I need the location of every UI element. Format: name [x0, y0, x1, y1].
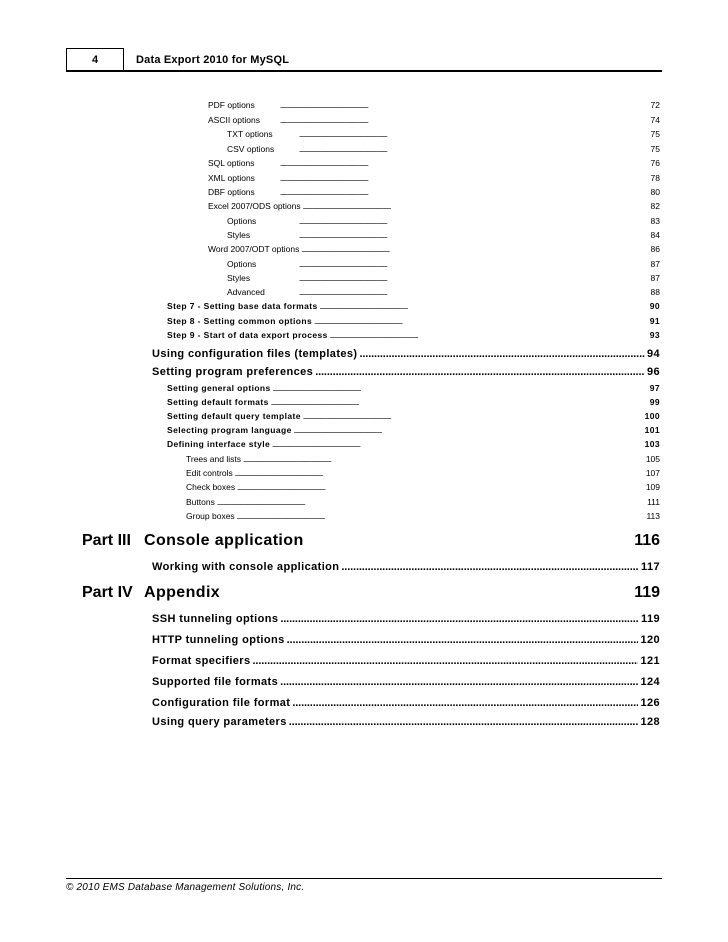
leader-dots	[243, 455, 644, 467]
toc-entry-title: Edit controls	[186, 468, 233, 478]
part-label: Part III	[82, 532, 131, 549]
leader-dots	[289, 714, 639, 730]
toc-entry[interactable]	[208, 243, 660, 255]
toc-entry-page: 100	[644, 411, 660, 421]
toc-entry-page: 75	[650, 144, 660, 154]
toc-entry[interactable]	[167, 396, 660, 408]
toc-entry-page: 76	[650, 158, 660, 168]
toc-entry-page: 87	[650, 259, 660, 269]
toc-entry-title: Word 2007/ODT options	[208, 244, 300, 254]
toc-entry-title: Excel 2007/ODS options	[208, 201, 301, 211]
toc-entry-title: Check boxes	[186, 482, 236, 492]
leader-dots	[299, 231, 649, 243]
leader-dots	[299, 130, 649, 142]
toc-entry-page: 94	[646, 348, 660, 360]
leader-dots	[237, 512, 645, 524]
toc-entry[interactable]	[227, 143, 660, 155]
toc-entry[interactable]	[227, 215, 660, 227]
toc-entry[interactable]	[186, 481, 660, 493]
leader-dots	[280, 188, 649, 200]
leader-dots	[217, 498, 645, 510]
toc-entry-page: 107	[645, 468, 660, 478]
leader-dots	[303, 202, 649, 214]
leader-dots	[303, 412, 643, 424]
part-label: Part IV	[82, 584, 133, 601]
leader-dots	[341, 559, 639, 575]
toc-entry-title: HTTP tunneling options	[152, 634, 285, 646]
leader-dots	[280, 611, 639, 627]
toc-entry-page: 117	[641, 561, 660, 573]
toc-entry-title: ASCII options	[208, 115, 260, 125]
part-page: 119	[634, 584, 660, 601]
toc-entry-page: 83	[650, 216, 660, 226]
toc-entry[interactable]	[208, 157, 660, 169]
toc-entry-title: Buttons	[186, 497, 215, 507]
toc-entry-page: 113	[646, 511, 660, 521]
toc-entry[interactable]	[152, 346, 660, 362]
toc-entry[interactable]	[152, 364, 660, 380]
toc-entry[interactable]	[186, 467, 660, 479]
toc-entry-title: Selecting program language	[167, 425, 292, 435]
toc-entry-title: Step 9 - Start of data export process	[167, 330, 328, 340]
toc-entry-page: 96	[646, 366, 660, 378]
leader-dots	[235, 469, 644, 481]
toc-entry-page: 105	[645, 454, 660, 464]
toc-entry[interactable]	[208, 99, 660, 111]
toc-entry[interactable]	[152, 714, 660, 730]
leader-dots	[299, 260, 649, 272]
toc-entry-page: 103	[644, 439, 660, 449]
toc-entry-page: 99	[649, 397, 660, 407]
toc-entry[interactable]	[167, 315, 660, 327]
toc-entry-page: 128	[640, 716, 660, 728]
toc-entry-title: Supported file formats	[152, 676, 279, 688]
toc-entry-title: Group boxes	[186, 511, 235, 521]
leader-dots	[292, 695, 638, 711]
toc-entry[interactable]	[167, 300, 660, 312]
toc-entry-page: 91	[649, 316, 660, 326]
toc-entry-page: 84	[650, 230, 660, 240]
toc-entry-page: 74	[650, 115, 660, 125]
toc-entry-title: SSH tunneling options	[152, 613, 279, 625]
toc-entry[interactable]	[208, 186, 660, 198]
toc-entry[interactable]	[208, 114, 660, 126]
toc-entry[interactable]	[167, 329, 660, 341]
document-title: Data Export 2010 for MySQL	[136, 54, 290, 66]
toc-entry-page: 97	[649, 383, 660, 393]
toc-entry-title: XML options	[208, 173, 255, 183]
leader-dots	[287, 632, 639, 648]
toc-entry[interactable]	[227, 286, 660, 298]
toc-entry-title: DBF options	[208, 187, 255, 197]
toc-entry[interactable]	[167, 382, 660, 394]
leader-dots	[301, 245, 648, 257]
toc-entry-title: Trees and lists	[186, 454, 241, 464]
leader-dots	[272, 440, 642, 452]
toc-entry[interactable]	[167, 424, 660, 436]
leader-dots	[299, 145, 649, 157]
toc-entry-title: Setting default query template	[167, 411, 301, 421]
toc-entry-page: 124	[640, 676, 660, 688]
toc-entry-page: 86	[650, 244, 660, 254]
toc-entry-page: 120	[640, 634, 660, 646]
toc-entry-title: Step 7 - Setting base data formats	[167, 301, 318, 311]
toc-entry-title: Configuration file format	[152, 697, 291, 709]
leader-dots	[294, 426, 643, 438]
leader-dots	[273, 384, 648, 396]
part-title: Console application	[144, 532, 304, 549]
toc-entry-page: 87	[650, 273, 660, 283]
part-heading[interactable]	[82, 530, 660, 552]
toc-entry-title: Using query parameters	[152, 716, 287, 728]
toc-entry-title: Step 8 - Setting common options	[167, 316, 313, 326]
leader-dots	[299, 288, 649, 300]
toc-entry-title: Advanced	[227, 287, 265, 297]
leader-dots	[299, 217, 649, 229]
toc-entry[interactable]	[152, 632, 660, 648]
leader-dots	[271, 398, 648, 410]
toc-entry[interactable]	[208, 200, 660, 212]
copyright-footer: © 2010 EMS Database Management Solutions, Inc.	[66, 882, 305, 893]
footer-rule	[66, 878, 662, 879]
leader-dots	[280, 116, 649, 128]
leader-dots	[299, 274, 649, 286]
toc-entry-title: Setting general options	[167, 383, 271, 393]
toc-entry-title: Working with console application	[152, 561, 340, 573]
leader-dots	[280, 101, 649, 113]
leader-dots	[280, 174, 649, 186]
leader-dots	[320, 302, 648, 314]
toc-entry[interactable]	[227, 128, 660, 140]
toc-entry-page: 121	[640, 655, 660, 667]
toc-entry[interactable]	[152, 653, 660, 669]
toc-entry-page: 78	[650, 173, 660, 183]
leader-dots	[330, 331, 648, 343]
leader-dots	[359, 346, 644, 362]
toc-entry-title: Setting program preferences	[152, 366, 314, 378]
part-title: Appendix	[144, 584, 221, 601]
part-page: 116	[634, 532, 660, 549]
toc-entry[interactable]	[227, 272, 660, 284]
toc-entry-page: 90	[649, 301, 660, 311]
leader-dots	[237, 483, 644, 495]
toc-entry-title: Defining interface style	[167, 439, 271, 449]
toc-entry[interactable]	[186, 453, 660, 465]
toc-entry[interactable]	[152, 611, 660, 627]
toc-entry-title: Styles	[227, 273, 251, 283]
toc-entry[interactable]	[227, 229, 660, 241]
toc-entry-title: Setting default formats	[167, 397, 269, 407]
toc-entry[interactable]	[152, 695, 660, 711]
toc-entry-page: 119	[641, 613, 660, 625]
toc-entry-page: 111	[647, 497, 660, 507]
leader-dots	[253, 653, 639, 669]
toc-entry-page: 126	[640, 697, 660, 709]
toc-entry-page: 82	[650, 201, 660, 211]
toc-entry-page: 93	[649, 330, 660, 340]
toc-entry[interactable]	[167, 438, 660, 450]
toc-entry-page: 80	[650, 187, 660, 197]
toc-entry-title: PDF options	[208, 100, 255, 110]
toc-entry[interactable]	[227, 258, 660, 270]
toc-entry[interactable]	[186, 496, 660, 508]
toc-entry[interactable]	[152, 559, 660, 575]
toc-entry-page: 88	[650, 287, 660, 297]
toc-entry-page: 101	[644, 425, 660, 435]
toc-entry-page: 75	[650, 129, 660, 139]
toc-entry-title: CSV options	[227, 144, 275, 154]
toc-entry-title: Options	[227, 259, 257, 269]
toc-entry-page: 72	[650, 100, 660, 110]
toc-entry-page: 109	[645, 482, 660, 492]
toc-entry[interactable]	[186, 510, 660, 522]
leader-dots	[280, 159, 649, 171]
toc-entry[interactable]	[208, 172, 660, 184]
toc-entry-title: Styles	[227, 230, 251, 240]
toc-entry-title: Options	[227, 216, 257, 226]
leader-dots	[314, 317, 648, 329]
leader-dots	[315, 364, 645, 380]
toc-entry-title: SQL options	[208, 158, 255, 168]
toc-entry[interactable]	[152, 674, 660, 690]
leader-dots	[280, 674, 638, 690]
toc-entry-title: TXT options	[227, 129, 273, 139]
page-number: 4	[66, 48, 124, 72]
toc-entry-title: Format specifiers	[152, 655, 251, 667]
toc-entry[interactable]	[167, 410, 660, 422]
part-heading[interactable]	[82, 582, 660, 604]
toc-entry-title: Using configuration files (templates)	[152, 348, 358, 360]
